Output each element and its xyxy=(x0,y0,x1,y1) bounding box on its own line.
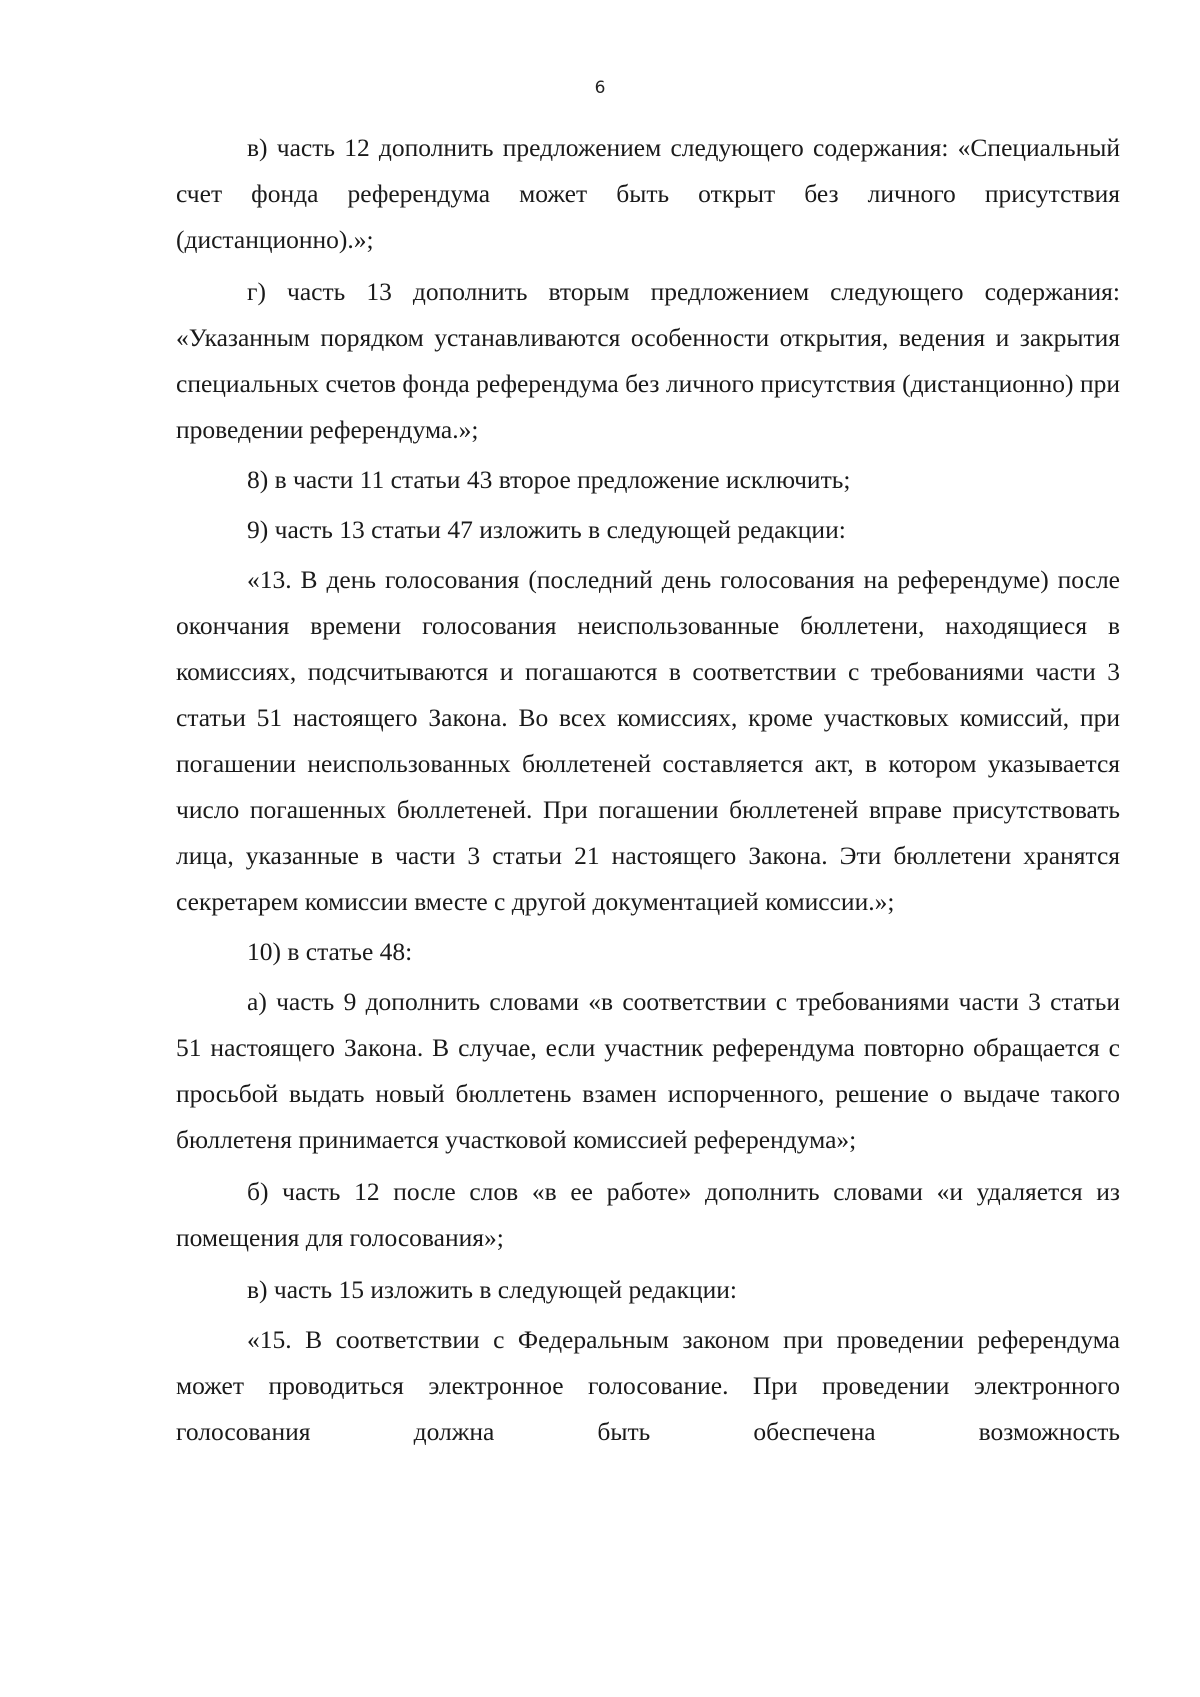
paragraph-item-10: 10) в статье 48: xyxy=(247,937,413,966)
paragraph-quote-15: «15. В соответствии с Федеральным законом при проведении референдума может проводиться электронное голосование. При проведении электронного голосования должна быть обеспечена возможность xyxy=(176,1325,1120,1446)
paragraph-item-9: 9) часть 13 статьи 47 изложить в следующей редакции: xyxy=(247,515,846,544)
paragraph-item-v-part-15: в) часть 15 изложить в следующей редакции: xyxy=(247,1275,737,1304)
paragraph-item-b-part-12: б) часть 12 после слов «в ее работе» дополнить словами «и удаляется из помещения для голосования»; xyxy=(176,1177,1120,1252)
page-number: 6 xyxy=(594,78,606,98)
paragraph-item-8: 8) в части 11 статьи 43 второе предложение исключить; xyxy=(247,465,851,494)
document-body xyxy=(176,125,1120,1455)
paragraph-item-g-part-13: г) часть 13 дополнить вторым предложением следующего содержания: «Указанным порядком устанавливаются особенности открытия, ведения и закрытия специальных счетов фонда референдума без личного присутствия (дистанционно) при проведении референдума.»; xyxy=(176,277,1120,444)
paragraph-item-a-part-9: а) часть 9 дополнить словами «в соответствии с требованиями части 3 статьи 51 настоящего Закона. В случае, если участник референдума повторно обращается с просьбой выдать новый бюллетень взамен испорченного, решение о выдаче такого бюллетеня принимается участковой комиссией референдума»; xyxy=(176,987,1120,1154)
paragraph-quote-13: «13. В день голосования (последний день голосования на референдуме) после окончания времени голосования неиспользованные бюллетени, находящиеся в комиссиях, подсчитываются и погашаются в соответствии с требованиями части 3 статьи 51 настоящего Закона. Во всех комиссиях, кроме участковых комиссий, при погашении неиспользованных бюллетеней составляется акт, в котором указывается число погашенных бюллетеней. При погашении бюллетеней вправе присутствовать лица, указанные в части 3 статьи 21 настоящего Закона. Эти бюллетени хранятся секретарем комиссии вместе с другой документацией комиссии.»; xyxy=(176,565,1120,916)
paragraph-item-v-part-12: в) часть 12 дополнить предложением следующего содержания: «Специальный счет фонда референдума может быть открыт без личного присутствия (дистанционно).»; xyxy=(176,133,1120,254)
